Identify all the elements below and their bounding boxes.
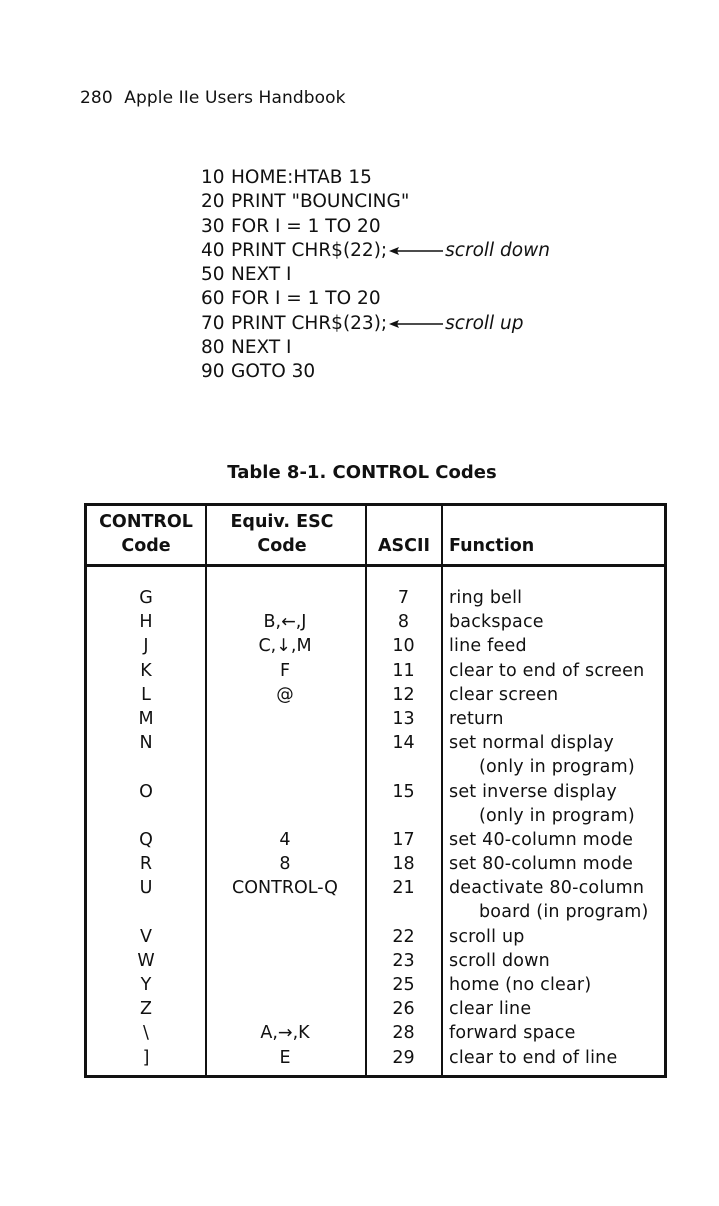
table-row	[87, 1046, 664, 1070]
line-statement: NEXT I	[231, 337, 292, 359]
table-row	[87, 683, 664, 707]
program-line	[201, 336, 550, 360]
esc-code-cell: E	[279, 1047, 291, 1068]
control-code-cell: J	[143, 636, 149, 657]
table-row	[87, 1021, 664, 1045]
control-code-cell: R	[139, 854, 153, 875]
ascii-cell: 8	[397, 612, 410, 633]
program-line	[201, 239, 550, 263]
function-cell: clear to end of line	[449, 1047, 618, 1068]
line-statement: GOTO 30	[231, 361, 316, 383]
table-row	[87, 755, 664, 779]
line-statement: PRINT CHR$(22);	[231, 239, 388, 261]
line-statement: PRINT "BOUNCING"	[231, 191, 410, 213]
table-row	[87, 610, 664, 634]
line-statement: FOR I = 1 TO 20	[231, 215, 381, 237]
ascii-cell: 11	[392, 660, 415, 681]
table-row	[87, 852, 664, 876]
table-row	[87, 780, 664, 804]
ascii-cell: 15	[392, 781, 415, 802]
esc-code-cell: B,←,J	[263, 612, 307, 633]
running-head	[80, 88, 346, 108]
ascii-cell: 18	[392, 854, 415, 875]
program-line	[201, 287, 550, 311]
line-number: 70	[201, 312, 225, 334]
line-number: 60	[201, 288, 225, 310]
function-cell: ring bell	[449, 588, 523, 608]
control-code-cell: M	[138, 708, 154, 729]
line-annotation: scroll down	[445, 239, 550, 261]
control-code-cell: U	[139, 878, 153, 899]
ascii-cell: 22	[392, 926, 415, 947]
line-statement: PRINT CHR$(23);	[231, 312, 388, 334]
table-row	[87, 659, 664, 683]
function-cell: set normal display	[449, 733, 614, 754]
function-cell: deactivate 80-column	[449, 878, 645, 899]
esc-code-cell: CONTROL-Q	[232, 878, 338, 899]
table-caption: Table 8-1. CONTROL Codes	[227, 462, 497, 483]
line-annotation: scroll up	[445, 312, 524, 334]
ascii-cell: 25	[392, 975, 415, 995]
function-cell: line feed	[449, 636, 527, 657]
function-cell: clear screen	[449, 684, 559, 705]
line-number: 30	[201, 215, 225, 237]
ascii-cell: 10	[392, 636, 415, 657]
function-cell: set 40-column mode	[449, 829, 634, 850]
header-text: Code	[257, 536, 307, 556]
program-line	[201, 263, 550, 287]
ascii-cell: 14	[392, 733, 415, 754]
header-function: Function	[449, 536, 535, 556]
control-code-cell: W	[137, 950, 155, 971]
ascii-cell: 7	[397, 588, 410, 608]
control-code-cell: Y	[140, 975, 152, 995]
function-cell: set inverse display	[449, 781, 617, 802]
line-number: 20	[201, 191, 225, 213]
line-statement: HOME:HTAB 15	[231, 167, 372, 188]
esc-code-cell: F	[279, 660, 291, 681]
table-row	[87, 634, 664, 658]
control-code-cell: H	[139, 612, 153, 633]
table-row	[87, 997, 664, 1021]
table-body	[87, 586, 664, 1070]
function-cell: forward space	[449, 1023, 576, 1044]
esc-code-cell: 4	[279, 829, 291, 850]
left-arrow-icon	[389, 318, 443, 330]
header-text: Code	[121, 536, 171, 556]
function-cell: clear to end of screen	[449, 660, 645, 681]
control-code-cell: N	[139, 733, 153, 754]
control-codes-table	[84, 503, 667, 1078]
table-row	[87, 900, 664, 924]
esc-code-cell: 8	[279, 854, 291, 875]
table-row	[87, 804, 664, 828]
program-line	[201, 215, 550, 239]
program-line	[201, 166, 550, 190]
ascii-cell: 29	[392, 1047, 415, 1068]
line-number: 10	[201, 167, 225, 188]
esc-code-cell: C,↓,M	[258, 636, 312, 657]
control-code-cell: \	[143, 1023, 149, 1044]
control-code-cell: K	[140, 660, 152, 681]
line-number: 90	[201, 361, 225, 383]
left-arrow-icon	[389, 245, 443, 257]
control-code-cell: Z	[140, 999, 152, 1020]
table-row	[87, 731, 664, 755]
program-line	[201, 312, 550, 336]
line-number: 50	[201, 264, 225, 286]
program-line	[201, 190, 550, 214]
header-control-code	[87, 510, 205, 558]
function-cell: (only in program)	[479, 805, 635, 826]
header-ascii: ASCII	[377, 536, 430, 556]
function-cell: home (no clear)	[449, 975, 592, 995]
ascii-cell: 17	[392, 829, 415, 850]
control-code-cell: Q	[139, 829, 153, 850]
table-row	[87, 973, 664, 997]
control-code-cell: ]	[142, 1047, 150, 1068]
page-number: 280	[80, 88, 113, 108]
line-number: 40	[201, 239, 225, 261]
program-line	[201, 360, 550, 384]
control-code-cell: L	[141, 684, 151, 705]
line-statement: NEXT I	[231, 264, 292, 286]
line-statement: FOR I = 1 TO 20	[231, 288, 381, 310]
ascii-cell: 21	[392, 878, 415, 899]
table-row	[87, 876, 664, 900]
table-row	[87, 949, 664, 973]
function-cell: scroll up	[449, 926, 525, 947]
function-cell: (only in program)	[479, 757, 635, 778]
table-row	[87, 925, 664, 949]
function-cell: clear line	[449, 999, 532, 1020]
table-row	[87, 586, 664, 610]
header-divider	[87, 564, 664, 567]
table-row	[87, 707, 664, 731]
function-cell: board (in program)	[479, 902, 649, 923]
table-row	[87, 828, 664, 852]
control-code-cell: G	[139, 588, 153, 608]
function-cell: scroll down	[449, 950, 550, 971]
ascii-cell: 26	[392, 999, 415, 1020]
book-title: Apple IIe Users Handbook	[124, 88, 346, 108]
header-text: CONTROL	[99, 512, 193, 532]
function-cell: backspace	[449, 612, 544, 633]
ascii-cell: 12	[392, 684, 415, 705]
line-number: 80	[201, 337, 225, 359]
ascii-cell: 13	[392, 708, 415, 729]
header-esc-code	[207, 510, 357, 558]
ascii-cell: 28	[392, 1023, 415, 1044]
control-code-cell: V	[140, 926, 152, 947]
header-text: Equiv. ESC	[230, 512, 334, 532]
esc-code-cell: @	[276, 684, 294, 705]
function-cell: return	[449, 708, 504, 729]
esc-code-cell: A,→,K	[260, 1023, 310, 1044]
ascii-cell: 23	[392, 950, 415, 971]
function-cell: set 80-column mode	[449, 854, 634, 875]
program-listing	[201, 166, 550, 385]
control-code-cell: O	[139, 781, 153, 802]
